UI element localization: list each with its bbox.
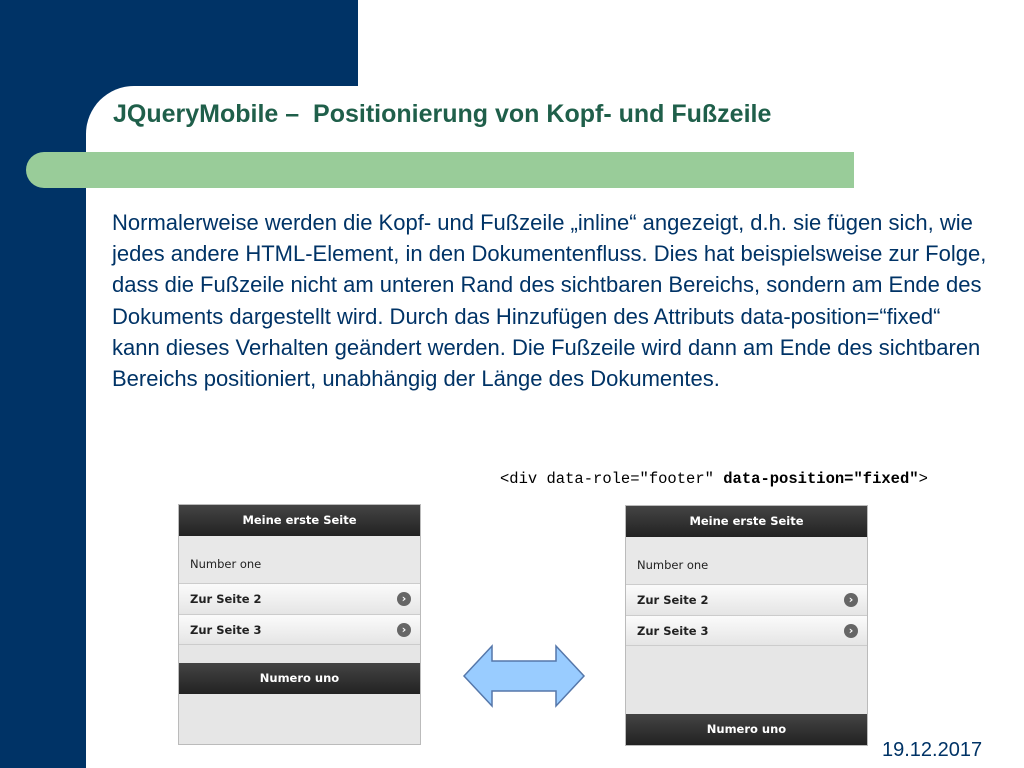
slide-title: JQueryMobile – Positionierung von Kopf- und Fußzeile — [113, 100, 772, 128]
double-arrow-icon — [462, 644, 586, 708]
link-label: Zur Seite 3 — [637, 624, 709, 638]
slide-date: 19.12.2017 — [882, 739, 983, 761]
phone-header: Meine erste Seite — [626, 506, 867, 537]
chevron-right-icon: › — [397, 592, 411, 606]
list-item: Number one — [626, 537, 867, 584]
code-prefix: <div data-role="footer" — [500, 470, 724, 488]
link-label: Zur Seite 2 — [637, 593, 709, 607]
link-zur-seite-2[interactable] — [626, 584, 867, 615]
link-zur-seite-2[interactable] — [179, 583, 420, 614]
chevron-right-icon: › — [397, 623, 411, 637]
link-zur-seite-3[interactable] — [179, 614, 420, 645]
phone-inline-footer — [178, 504, 421, 745]
link-label: Zur Seite 2 — [190, 592, 262, 606]
chevron-right-icon: › — [844, 624, 858, 638]
chevron-right-icon: › — [844, 593, 858, 607]
body-text: Normalerweise werden die Kopf- und Fußzeile „inline“ angezeigt, d.h. sie fügen sich, wie jedes andere HTML-Element, in den Dokumentenfluss. Dies hat beispielsweise zur Folge, dass die Fußzeile nicht am unteren Rand des sichtbaren Bereichs, sondern am Ende des Dokuments dargestellt wird. Durch das Hinzufügen des Attributs data-position=“fixed“ kann dieses Verhalten geändert werden. Die Fußzeile wird dann am Ende des sichtbaren Bereichs positioniert, unabhängig der Länge des Dokumentes. — [112, 210, 987, 392]
accent-bar — [26, 152, 854, 188]
phone-fixed-footer — [625, 505, 868, 746]
code-snippet — [500, 470, 928, 488]
link-label: Zur Seite 3 — [190, 623, 262, 637]
phone-footer: Numero uno — [179, 663, 420, 694]
link-zur-seite-3[interactable] — [626, 615, 867, 646]
code-suffix: > — [918, 470, 928, 488]
phone-footer: Numero uno — [626, 714, 867, 745]
phone-header: Meine erste Seite — [179, 505, 420, 536]
list-item: Number one — [179, 536, 420, 583]
code-highlight: data-position="fixed" — [723, 470, 919, 488]
